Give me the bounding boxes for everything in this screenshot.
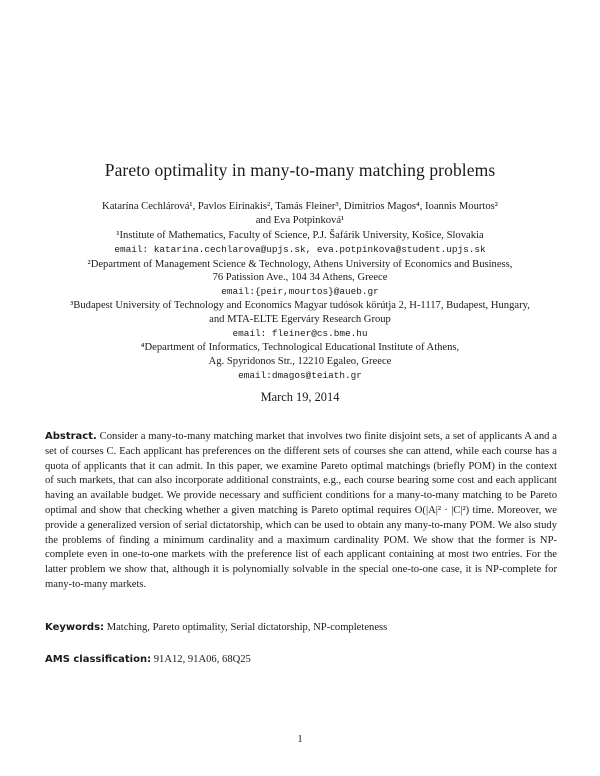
keywords-text: Matching, Pareto optimality, Serial dictatorship, NP-completeness [106,622,388,633]
affiliation-3-group: and MTA-ELTE Egerváry Research Group [209,314,391,325]
abstract-text: Consider a many-to-many matching market that involves two finite disjoint sets, a set of applicants A and a set of courses C. Each applicant has preferences on the different sets of courses she can attend, while each course has a quota of applicants that it can admit. In this paper, we examine Pareto optimal matchings (briefly POM) in the context of such markets, that can also incorporate additional constraints, e.g., each course bearing some cost and each applicant having an available budget. We provide necessary and sufficient conditions for a many-to-many matching to be Pareto optimal and show that checking whether a given matching is Pareto optimal requires O(|A|² · |C|²) time. Moreover, we provide a generalized version of serial dictatorship, which can be used to obtain any many-to-many POM. We also study the problems of finding a minimum cardinality and a maximum cardinality POM. We show that the former is NP-complete even in one-to-one markets with the preference list of each applicant containing at most two entries. For the latter problem we show that, although it is polynomially solvable in the special one-to-one case, it is NP-complete for many-to-many markets. [45,431,557,590]
affiliation-1: ¹Institute of Mathematics, Faculty of Science, P.J. Šafárik University, Košice, Slovakia [116,230,484,241]
authors-line-2: and Eva Potpinková¹ [255,215,345,226]
affiliation-1-email: email: katarina.cechlarova@upjs.sk, eva.potpinkova@student.upjs.sk [114,244,486,255]
ams-label: AMS classification: [45,654,152,665]
page-number: 1 [297,734,303,745]
paper-date: March 19, 2014 [260,390,340,404]
abstract-label: Abstract. [45,431,97,442]
affiliation-3-email: email: fleiner@cs.bme.hu [232,328,368,339]
ams-classification [45,653,557,667]
affiliation-2-address: 76 Patission Ave., 104 34 Athens, Greece [212,272,388,283]
authors-line-1: Katarína Cechlárová¹, Pavlos Eirinakis², Tamás Fleiner³, Dimitrios Magos⁴, Ioannis Mourtos² [102,201,498,212]
keywords [45,621,557,635]
ams-text: 91A12, 91A06, 68Q25 [153,654,251,665]
affiliation-4-email: email:dmagos@teiath.gr [238,370,362,381]
affiliation-3: ³Budapest University of Technology and Economics Magyar tudósok körútja 2, H-1117, Budapest, Hungary, [70,300,530,311]
affiliation-4-address: Ag. Spyridonos Str., 12210 Egaleo, Greece [208,356,392,367]
abstract [45,430,557,593]
keywords-label: Keywords: [45,622,105,633]
paper-title: Pareto optimality in many-to-many matching problems [104,160,496,180]
affiliation-2: ²Department of Management Science & Technology, Athens University of Economics and Business, [87,259,513,270]
affiliation-4: ⁴Department of Informatics, Technological Educational Institute of Athens, [140,342,460,353]
affiliation-2-email: email:{peir,mourtos}@aueb.gr [221,286,379,297]
